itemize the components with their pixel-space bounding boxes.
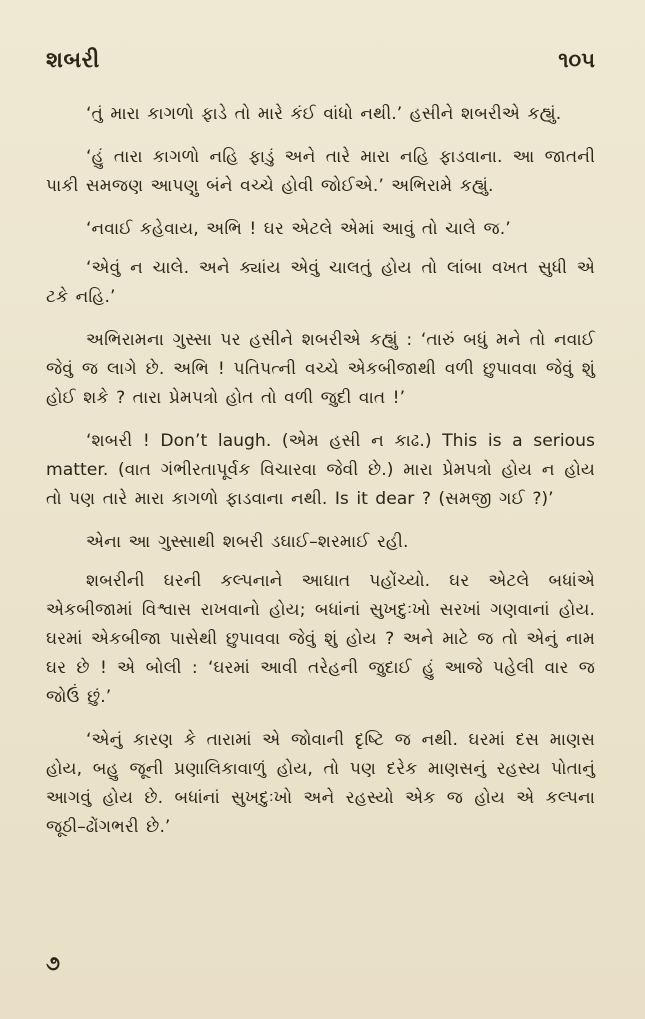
paragraph-7: એના આ ગુસ્સાથી શબરી ડઘાઈ–શરમાઈ રહી. bbox=[86, 532, 409, 552]
signature-mark: ૭ bbox=[46, 951, 60, 975]
paragraph-8: શબરીની ઘરની કલ્પનાને આઘાત પહોંચ્યો. ઘર એટલે બધાંએ એકબીજામાં વિશ્વાસ રાખવાનો હોય; બધાંનાં સુખદુઃખો સરખાં ગણવાનાં હોય. ઘરમાં એકબીજા પાસેથી છુપાવવા જેવું શું હોય ? અને માટે જ તો એનું નામ ઘર છે ! એ બોલી : ‘ઘરમાં આવી તરેહની જુદાઈ હું આજે પહેલી વાર જ જોઉં છું.’ bbox=[46, 571, 595, 707]
running-head bbox=[46, 48, 595, 78]
text-block bbox=[46, 100, 595, 842]
paragraph-6: ‘શબરી ! Don’t laugh. (એમ હસી ન કાઢ.) This is a serious matter. (વાત ગંભીરતાપૂર્વક વિચારવા જેવી છે.) મારા પ્રેમપત્રો હોય ન હોય તો પણ તારે મારા કાગળો ફાડવાના નથી. Is it dear ? (સમજી ગઈ ?)’ bbox=[46, 431, 595, 509]
page-number: ૧૦૫ bbox=[558, 48, 595, 72]
paragraph-4: ‘એવું ન ચાલે. અને ક્યાંય એવું ચાલતું હોય તો લાંબા વખત સુધી એ ટકે નહિ.’ bbox=[46, 258, 595, 307]
paragraph-9: ‘એનું કારણ કે તારામાં એ જોવાની દૃષ્ટિ જ નથી. ઘરમાં દસ માણસ હોય, બહુ જૂની પ્રણાલિકાવાળું હોય, તો પણ દરેક માણસનું રહસ્ય પોતાનું આગવું હોય છે. બધાંનાં સુખદુઃખો અને રહસ્યો એક જ હોય એ કલ્પના જૂઠી–ઢોંગભરી છે.’ bbox=[46, 730, 595, 837]
paragraph-2: ‘હું તારા કાગળો નહિ ફાડું અને તારે મારા નહિ ફાડવાના. આ જાતની પાકી સમજણ આપણુ બંને વચ્ચે હોવી જોઈએ.’ અભિરામે કહ્યું. bbox=[46, 147, 595, 196]
running-title: શબરી bbox=[46, 48, 100, 73]
paragraph-1: ‘તું મારા કાગળો ફાડે તો મારે કંઈ વાંધો નથી.’ હસીને શબરીએ કહ્યું. bbox=[86, 104, 562, 124]
paragraph-3: ‘નવાઈ કહેવાય, અભિ ! ઘર એટલે એમાં આવું તો ચાલે જ.’ bbox=[86, 219, 511, 239]
paragraph-5: અભિરામના ગુસ્સા પર હસીને શબરીએ કહ્યું : ‘તારું બધું મને તો નવાઈ જેવું જ લાગે છે. અભિ ! પતિપત્ની વચ્ચે એકબીજાથી વળી છુપાવવા જેવું શું હોઈ શકે ? તારા પ્રેમપત્રો હોત તો વળી જુદી વાત !’ bbox=[46, 330, 595, 408]
